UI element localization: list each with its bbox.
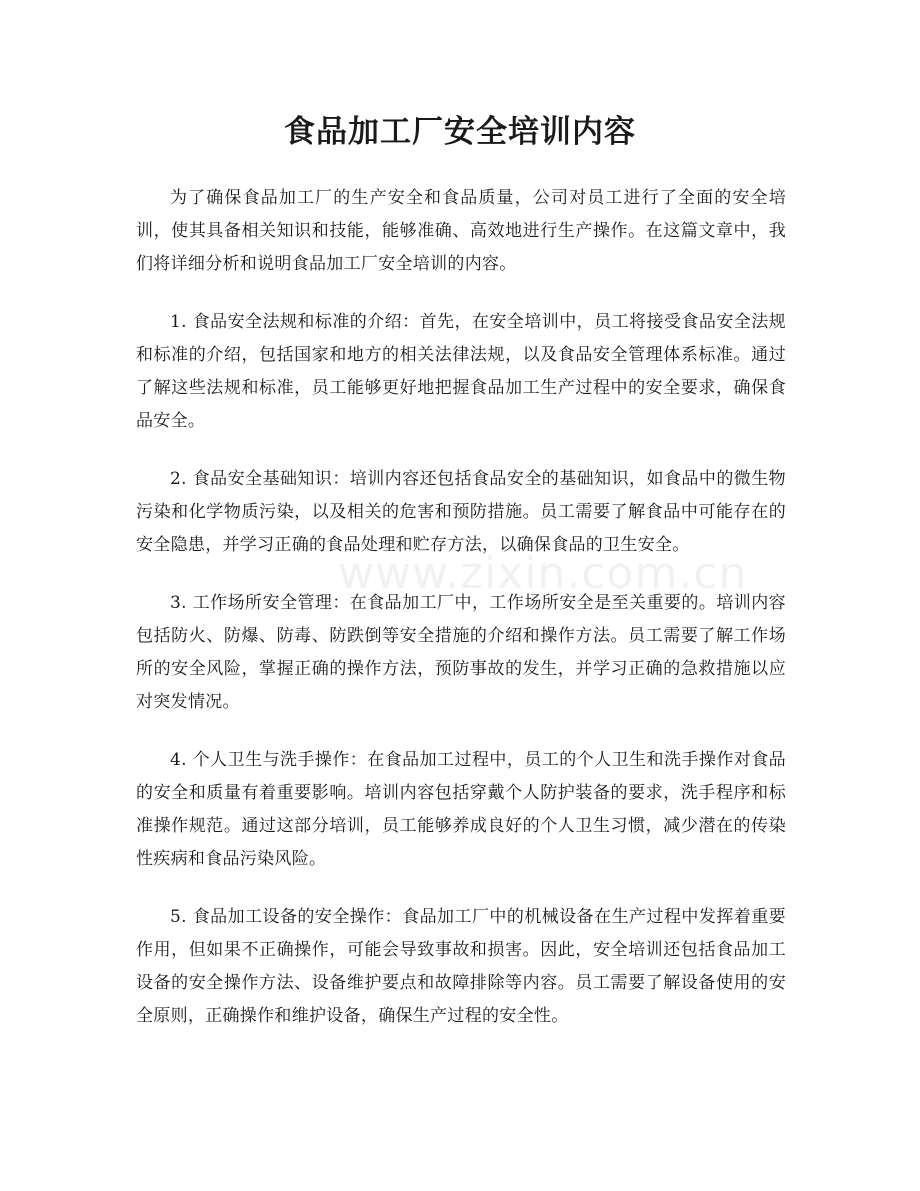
section-5-paragraph: 5. 食品加工设备的安全操作：食品加工厂中的机械设备在生产过程中发挥着重要作用，但如果不正确操作，可能会导致事故和损害。因此，安全培训还包括食品加工设备的安全操作方法、设备维护要点和故障排除等内容。员工需要了解设备使用的安全原则，正确操作和维护设备，确保生产过程的安全性。 [136,907,786,1026]
section-4-paragraph: 4. 个人卫生与洗手操作：在食品加工过程中，员工的个人卫生和洗手操作对食品的安全和质量有着重要影响。培训内容包括穿戴个人防护装备的要求，洗手程序和标准操作规范。通过这部分培训，员工能够养成良好的个人卫生习惯，减少潜在的传染性疾病和食品污染风险。 [136,750,786,869]
document-title: 食品加工厂安全培训内容 [284,114,636,150]
section-3-paragraph: 3. 工作场所安全管理：在食品加工厂中，工作场所安全是至关重要的。培训内容包括防火、防爆、防毒、防跌倒等安全措施的介绍和操作方法。员工需要了解工作场所的安全风险，掌握正确的操作方法，预防事故的发生，并学习正确的急救措施以应对突发情况。 [136,593,786,712]
watermark: www.zixin.com.cn [338,548,748,599]
intro-paragraph: 为了确保食品加工厂的生产安全和食品质量，公司对员工进行了全面的安全培训，使其具备相关知识和技能，能够准确、高效地进行生产操作。在这篇文章中，我们将详细分析和说明食品加工厂安全培训的内容。 [136,188,786,274]
section-2-paragraph: 2. 食品安全基础知识：培训内容还包括食品安全的基础知识，如食品中的微生物污染和化学物质污染，以及相关的危害和预防措施。员工需要了解食品中可能存在的安全隐患，并学习正确的食品处理和贮存方法，以确保食品的卫生安全。 [136,469,786,555]
document-body [136,182,786,1058]
section-1-paragraph: 1. 食品安全法规和标准的介绍：首先，在安全培训中，员工将接受食品安全法规和标准的介绍，包括国家和地方的相关法律法规，以及食品安全管理体系标准。通过了解这些法规和标准，员工能够更好地把握食品加工生产过程中的安全要求，确保食品安全。 [136,312,786,431]
